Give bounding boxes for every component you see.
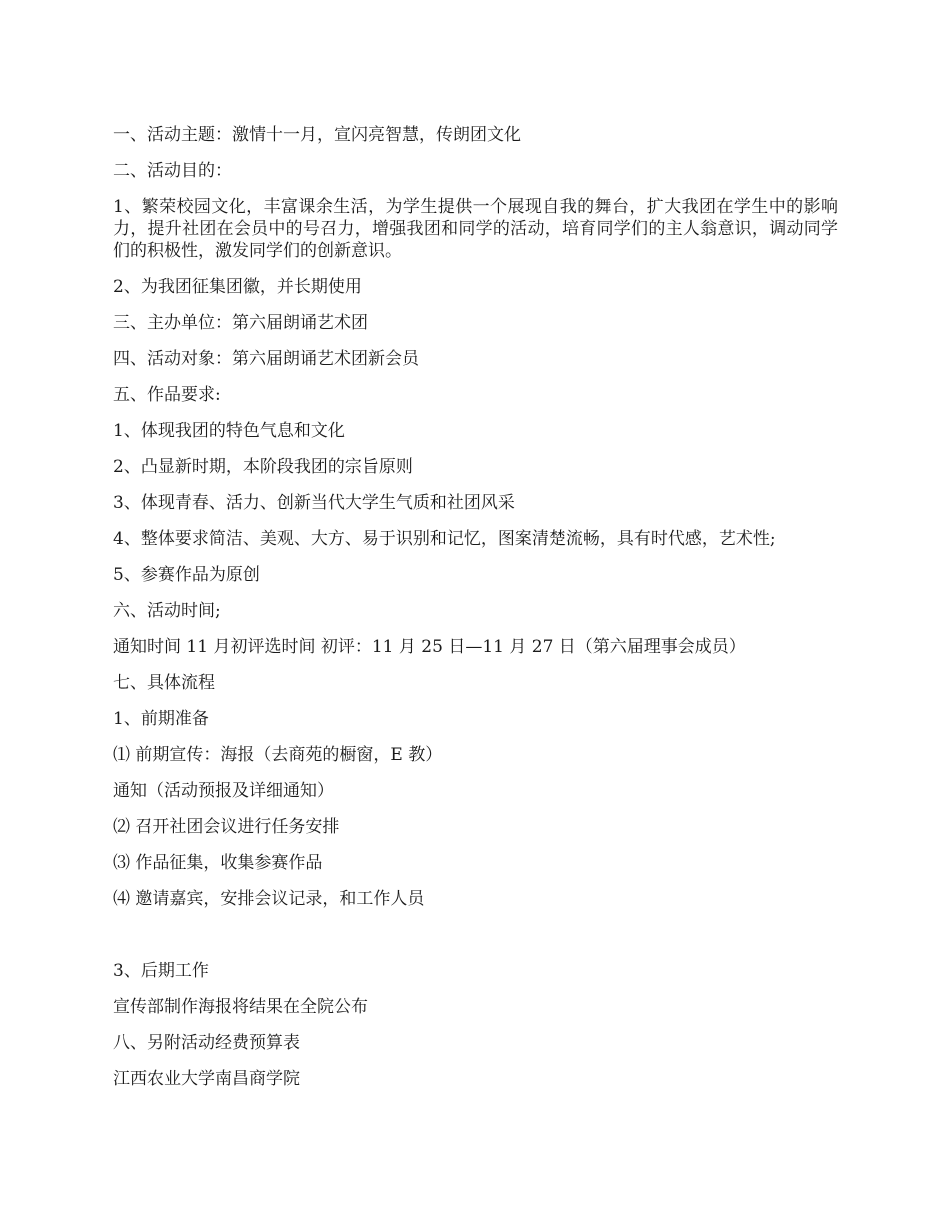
preparation-heading: 1、前期准备 [113, 709, 209, 729]
budget-heading: 八、另附活动经费预算表 [113, 1033, 300, 1053]
purpose-item-2: 2、为我团征集团徽，并长期使用 [113, 277, 362, 297]
requirement-item-2: 2、凸显新时期，本阶段我团的宗旨原则 [113, 457, 413, 477]
purpose-item-1: 1、繁荣校园文化，丰富课余生活，为学生提供一个展现自我的舞台，扩大我团在学生中的影响力，提升社团在会员中的号召力，增强我团和同学的活动，培育同学们的主人翁意识，调动同学们的积极性，激发同学们的创新意识。 [113, 197, 838, 261]
preparation-step-1: ⑴ 前期宣传：海报（去商苑的橱窗，E 教） [113, 745, 443, 765]
preparation-notice: 通知（活动预报及详细通知） [113, 781, 334, 801]
later-work-heading: 3、后期工作 [113, 961, 209, 981]
activity-time-detail: 通知时间 11 月初评选时间 初评：11 月 25 日—11 月 27 日（第六届理事会成员） [113, 637, 746, 657]
preparation-step-2: ⑵ 召开社团会议进行任务安排 [113, 817, 340, 837]
preparation-step-4: ⑷ 邀请嘉宾，安排会议记录，和工作人员 [113, 889, 425, 909]
activity-theme: 一、活动主题：激情十一月，宣闪亮智慧，传朗团文化 [113, 125, 521, 145]
work-requirements-heading: 五、作品要求: [113, 385, 221, 405]
blank-gap [113, 924, 838, 960]
requirement-item-4: 4、整体要求简洁、美观、大方、易于识别和记忆，图案清楚流畅，具有时代感，艺术性; [113, 529, 776, 549]
activity-purpose-heading: 二、活动目的： [113, 161, 232, 181]
requirement-item-3: 3、体现青春、活力、创新当代大学生气质和社团风采 [113, 493, 515, 513]
requirement-item-1: 1、体现我团的特色气息和文化 [113, 421, 345, 441]
later-work-detail: 宣传部制作海报将结果在全院公布 [113, 997, 368, 1017]
activity-time-heading: 六、活动时间; [113, 601, 221, 621]
organizer: 三、主办单位：第六届朗诵艺术团 [113, 313, 368, 333]
school-name: 江西农业大学南昌商学院 [113, 1069, 300, 1089]
process-heading: 七、具体流程 [113, 673, 215, 693]
target-audience: 四、活动对象：第六届朗诵艺术团新会员 [113, 349, 419, 369]
preparation-step-3: ⑶ 作品征集，收集参赛作品 [113, 853, 323, 873]
requirement-item-5: 5、参赛作品为原创 [113, 565, 260, 585]
